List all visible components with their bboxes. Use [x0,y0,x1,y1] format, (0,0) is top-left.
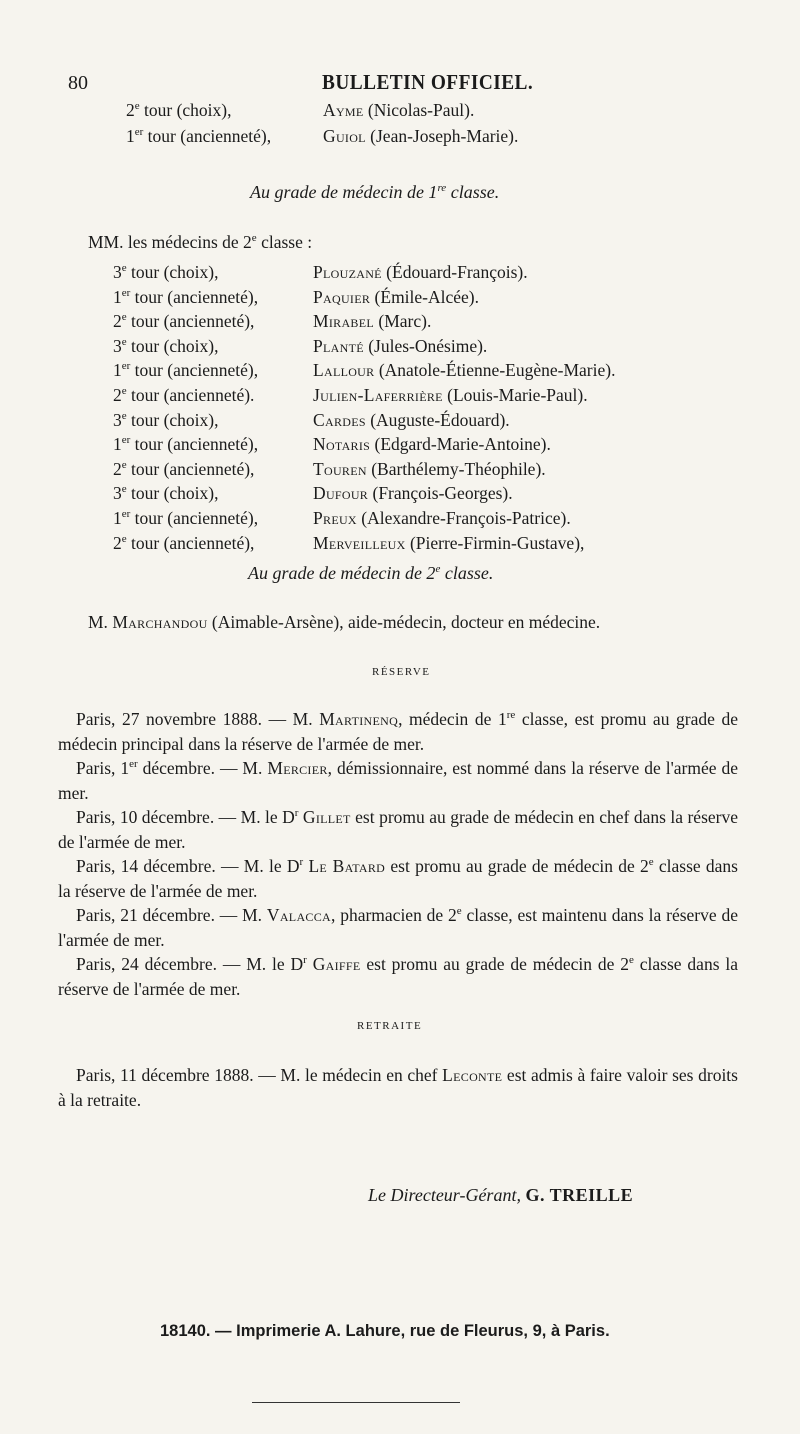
list-item-name [323,100,474,121]
person-surname: Guiol [323,126,366,146]
tour-sup: er [121,286,131,299]
tour-sup: e [121,409,127,422]
person-firstnames: (Edgard-Marie-Antoine). [370,434,551,455]
list-item [113,483,219,504]
person-firstnames: (Barthélemy-Théophile). [366,458,546,479]
footer-rule [252,1402,460,1403]
person-surname: Preux [313,508,357,528]
list-item-name [323,126,518,147]
person-surname: Martinenq [319,709,399,729]
text: est promu au grade de médecin de 2 [385,856,649,876]
text: Paris, 10 décembre. — M. le D [76,807,295,827]
reserve-paragraph [58,756,738,805]
section2-line [88,612,600,633]
text: , démissionnaire, est nommé dans la réserve de l'armée de mer. [58,758,738,803]
tour-sup: e [121,532,127,545]
tour-text: tour (choix), [126,409,219,430]
sup: r [303,954,307,967]
intro-sup: e [251,232,257,245]
text: Paris, 1 [76,758,130,778]
list-item-name [313,360,615,381]
sup: e [648,856,654,869]
list-item [113,434,258,455]
tour-text: tour (choix), [139,100,232,120]
person-surname: Le Batard [308,856,386,876]
tour-sup: er [121,508,131,521]
list-item [126,100,232,121]
person-firstnames: (Anatole-Étienne-Eugène-Marie). [374,360,616,381]
list-item-name [313,459,546,480]
person-firstnames: (Louis-Marie-Paul). [442,385,588,405]
tour-text: tour (ancienneté), [130,508,259,528]
person-firstnames: (Édouard-François). [381,262,528,282]
tour-sup: er [121,360,131,373]
text: Paris, 27 novembre 1888. — M. [76,709,320,729]
printer-imprint: 18140. — Imprimerie A. Lahure, rue de Fleurus, 9, à Paris. [160,1322,610,1340]
person-surname: Gillet [302,807,351,827]
list-item-name [313,336,487,357]
tour-number: 3 [113,483,122,504]
list-item-name [313,508,571,529]
person-firstnames: (Émile-Alcée). [370,286,479,307]
list-item [113,311,254,332]
person-surname: Notaris [313,434,371,455]
sup: re [506,709,516,722]
tour-number: 2 [126,100,135,120]
person-surname: Touren [313,458,367,479]
text: est promu au grade de médecin de 2 [360,954,630,974]
person-surname: Lallour [313,360,375,381]
person-surname: Julien-Laferrière [313,385,443,405]
tour-number: 1 [113,434,122,455]
tour-text: tour (ancienneté), [126,532,255,553]
list-item [113,336,219,357]
text: , médecin de 1 [398,709,507,729]
reserve-paragraph [58,805,738,854]
reserve-paragraph [58,854,738,903]
list-item-name [313,287,479,308]
retraite-heading: RETRAITE [357,1020,423,1032]
line-prefix: M. [88,612,113,632]
tour-number: 3 [113,262,122,282]
list-item [113,508,258,529]
person-surname: Ayme [323,100,364,120]
tour-text: tour (ancienneté), [130,360,259,381]
person-surname: Valacca [266,905,331,925]
person-firstnames: (Nicolas-Paul). [363,100,475,120]
section-heading-medecin-1re-classe [250,182,499,203]
tour-text: tour (ancienneté), [126,458,255,479]
intro-text: MM. les médecins de 2 [88,232,252,252]
heading-text-end: classe. [440,563,494,583]
text: classe, est promu au grade de médecin principal dans la réserve de l'armée de mer. [58,709,739,754]
text: Paris, 11 décembre 1888. — M. le médecin en chef [76,1065,443,1085]
reserve-section [58,707,738,1001]
person-firstnames: (Jean-Joseph-Marie). [365,126,519,146]
tour-text: tour (choix), [126,483,219,504]
tour-sup: er [121,434,131,447]
signature [368,1185,633,1206]
text: Paris, 14 décembre. — M. le D [76,856,300,876]
text: est promu au grade de médecin en chef dans la réserve de l'armée de mer. [58,807,738,852]
list-item-name [313,410,510,431]
tour-text: tour (ancienneté), [143,126,272,146]
tour-number: 2 [113,385,122,405]
person-firstnames: (Auguste-Édouard). [365,409,510,430]
person-surname: Marchandou [112,612,208,632]
text: décembre. — M. [137,758,268,778]
heading-text: Au grade de médecin de 2 [248,563,436,583]
list-item [113,262,219,283]
person-surname: Plouzané [313,262,382,282]
person-surname: Merveilleux [313,532,406,553]
person-firstnames: (Jules-Onésime). [363,335,488,356]
tour-number: 2 [113,458,122,479]
intro-text-end: classe : [256,232,313,252]
tour-sup: er [134,126,144,139]
text: Paris, 24 décembre. — M. le D [76,954,304,974]
tour-text: tour (ancienneté), [130,434,259,455]
tour-number: 2 [113,311,122,332]
tour-number: 1 [113,508,122,528]
person-surname: Dufour [313,483,369,504]
tour-number: 2 [113,532,122,553]
retraite-section [58,1063,738,1112]
person-firstnames: (Alexandre-François-Patrice). [356,508,571,528]
tour-number: 1 [113,286,122,307]
tour-number: 1 [126,126,135,146]
section-heading-medecin-2e-classe [248,563,493,584]
list-item [113,287,258,308]
list-item [113,459,254,480]
page-title: BULLETIN OFFICIEL. [322,70,534,94]
tour-number: 3 [113,409,122,430]
person-surname: Paquier [313,286,371,307]
page-number: 80 [68,72,88,94]
list-item-name [313,262,528,283]
tour-text: tour (ancienneté), [130,286,259,307]
signature-role: Le Directeur-Gérant, [368,1185,521,1205]
text: Paris, 21 décembre. — M. [76,905,267,925]
list-item-name [313,434,551,455]
heading-text-end: classe. [446,182,500,202]
sup: e [629,954,634,967]
tour-sup: e [121,483,127,496]
reserve-paragraph [58,952,738,1001]
person-surname: Gaiffe [312,954,361,974]
person-firstnames: (Marc). [374,311,432,332]
tour-sup: e [134,100,140,113]
tour-sup: e [121,262,127,275]
person-surname: Leconte [442,1065,503,1085]
sup: e [456,905,462,918]
reserve-paragraph [58,903,738,952]
person-firstnames: (Pierre-Firmin-Gustave), [405,532,585,553]
list-item-name [313,483,513,504]
person-surname: Cardes [313,409,366,430]
list-item [113,360,258,381]
text: classe, est maintenu dans la réserve de l'armée de mer. [58,905,739,950]
person-surname: Mirabel [313,311,374,332]
list-item [126,126,271,147]
sup: er [129,758,138,771]
heading-text: Au grade de médecin de 1 [250,182,438,202]
sup: r [294,807,299,820]
tour-text: tour (ancienneté). [126,385,255,405]
line-text: (Aimable-Arsène), aide-médecin, docteur en médecine. [207,612,601,632]
reserve-heading: RÉSERVE [372,666,431,678]
tour-sup: e [121,311,127,324]
heading-sup: e [435,563,441,575]
tour-text: tour (choix), [126,335,219,356]
text: classe dans la réserve de l'armée de mer. [58,856,738,901]
text: classe dans la réserve de l'armée de mer. [58,954,738,999]
reserve-paragraph [58,707,738,756]
tour-sup: e [121,458,127,471]
sup: r [299,856,304,869]
heading-sup: re [437,182,447,194]
signature-name: G. TREILLE [525,1185,634,1205]
list-item-name [313,311,431,332]
person-firstnames: (François-Georges). [368,483,513,504]
tour-number: 3 [113,335,122,356]
section-intro [88,232,312,253]
tour-sup: e [121,385,127,398]
person-surname: Mercier [267,758,328,778]
text: , pharmacien de 2 [330,905,457,925]
list-item [113,533,254,554]
list-item [113,410,219,431]
list-item-name [313,533,584,554]
list-item [113,385,254,406]
text: est admis à faire valoir ses droits à la retraite. [58,1065,738,1110]
tour-text: tour (choix), [126,262,219,282]
tour-number: 1 [113,360,122,381]
tour-sup: e [121,335,127,348]
tour-text: tour (ancienneté), [126,311,255,332]
list-item-name [313,385,588,406]
person-surname: Planté [313,335,364,356]
retraite-paragraph [58,1063,738,1112]
